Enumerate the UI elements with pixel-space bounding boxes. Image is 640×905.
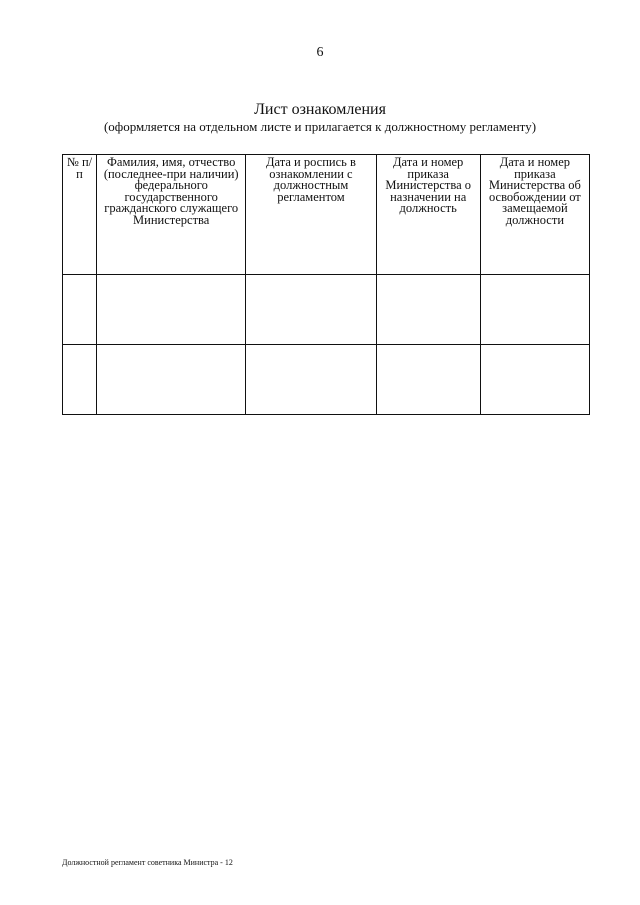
- table-cell[interactable]: [246, 275, 376, 345]
- column-header-release-order: Дата и номер приказа Министерства об освобождении от замещаемой должности: [480, 155, 589, 275]
- table-cell[interactable]: [97, 275, 246, 345]
- document-title: Лист ознакомления: [254, 101, 386, 118]
- table-cell[interactable]: [97, 345, 246, 415]
- column-header-date-signature: Дата и роспись в ознакомлении с должностным регламентом: [246, 155, 376, 275]
- table-row: [63, 345, 590, 415]
- table-row: [63, 275, 590, 345]
- table-cell[interactable]: [63, 345, 97, 415]
- acknowledgement-table: [62, 154, 590, 415]
- page-number: 6: [316, 45, 324, 60]
- table-cell[interactable]: [246, 345, 376, 415]
- table-cell[interactable]: [480, 275, 589, 345]
- table-header-row: [63, 155, 590, 275]
- table-cell[interactable]: [63, 275, 97, 345]
- column-header-appointment-order: Дата и номер приказа Министерства о назначении на должность: [376, 155, 480, 275]
- table-cell[interactable]: [376, 345, 480, 415]
- table-cell[interactable]: [376, 275, 480, 345]
- column-header-full-name: Фамилия, имя, отчество (последнее-при наличии) федерального государственного гражданского служащего Министерства: [97, 155, 246, 275]
- footer-text: Должностной регламент советника Министра - 12: [62, 858, 233, 867]
- document-subtitle: (оформляется на отдельном листе и прилагается к должностному регламенту): [103, 119, 537, 134]
- column-header-number: № п/п: [63, 155, 97, 275]
- table-cell[interactable]: [480, 345, 589, 415]
